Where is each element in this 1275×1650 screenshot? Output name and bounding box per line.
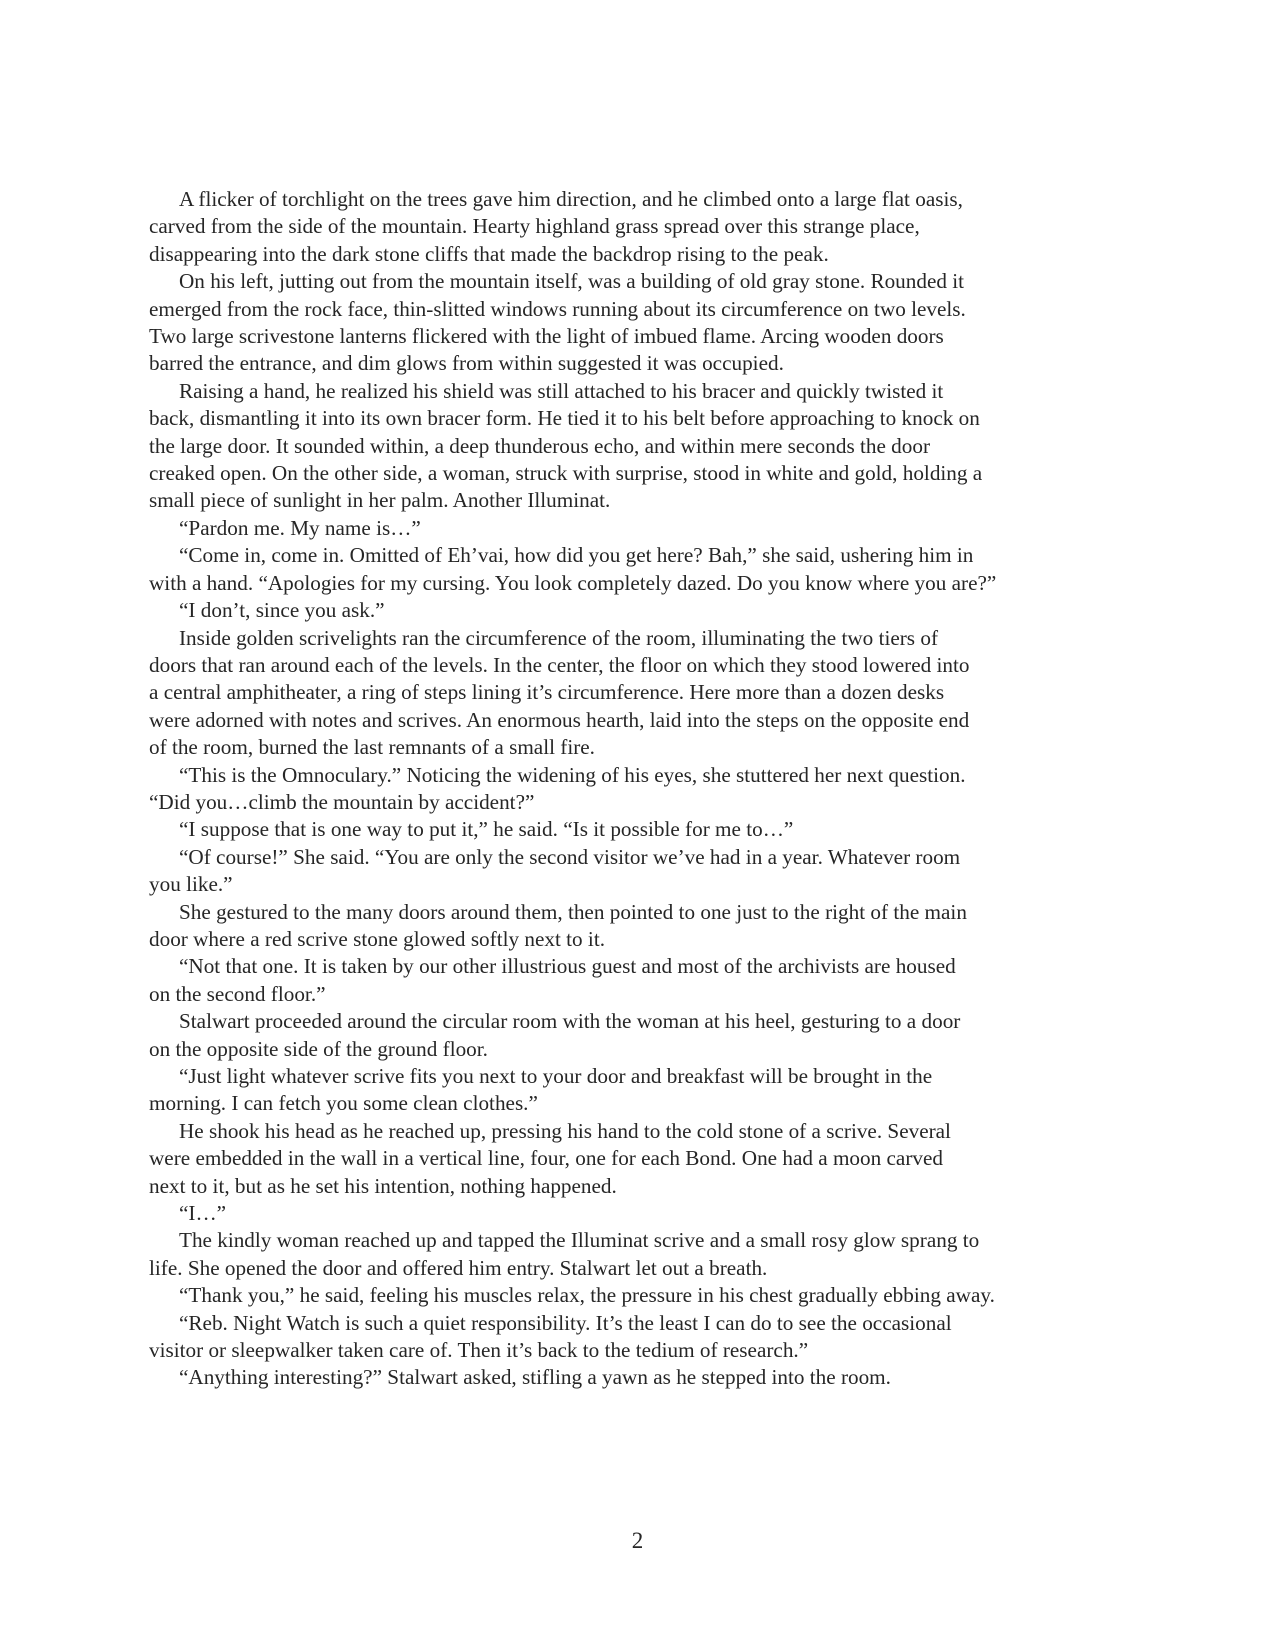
text-line: Two large scrivestone lanterns flickered with the light of imbued flame. Arcing wooden doors — [149, 324, 944, 349]
paragraph — [149, 186, 1129, 268]
page-number: 2 — [631, 1528, 644, 1553]
text-line: were embedded in the wall in a vertical line, four, one for each Bond. One had a moon carved — [149, 1146, 943, 1171]
paragraph — [149, 1364, 1129, 1391]
text-line: Stalwart proceeded around the circular room with the woman at his heel, gesturing to a door — [179, 1009, 961, 1034]
text-line: morning. I can fetch you some clean clothes.” — [149, 1091, 538, 1116]
text-line: “I don’t, since you ask.” — [179, 598, 385, 623]
text-line: “This is the Omnoculary.” Noticing the widening of his eyes, she stuttered her next question. — [179, 762, 966, 787]
text-line: you like.” — [149, 872, 233, 897]
text-line: on the second floor.” — [149, 981, 326, 1006]
paragraph — [149, 625, 1129, 762]
text-line: disappearing into the dark stone cliffs that made the backdrop rising to the peak. — [149, 241, 829, 266]
text-line: “I…” — [179, 1201, 227, 1226]
text-line: The kindly woman reached up and tapped the Illuminat scrive and a small rosy glow sprang to — [179, 1228, 980, 1253]
paragraph — [149, 597, 1129, 624]
paragraph — [149, 899, 1129, 954]
text-line: the large door. It sounded within, a deep thunderous echo, and within mere seconds the door — [149, 433, 930, 458]
paragraph — [149, 378, 1129, 515]
text-line: On his left, jutting out from the mountain itself, was a building of old gray stone. Rounded it — [179, 269, 965, 294]
text-line: barred the entrance, and dim glows from within suggested it was occupied. — [149, 351, 784, 376]
paragraph — [149, 1227, 1129, 1282]
text-line: “Come in, come in. Omitted of Eh’vai, how did you get here? Bah,” she said, ushering him in — [179, 543, 974, 568]
text-line: “Reb. Night Watch is such a quiet responsibility. It’s the least I can do to see the occasional — [179, 1310, 952, 1335]
text-line: Raising a hand, he realized his shield was still attached to his bracer and quickly twisted it — [179, 378, 944, 403]
text-line: “I suppose that is one way to put it,” he said. “Is it possible for me to…” — [179, 817, 794, 842]
text-line: “Not that one. It is taken by our other illustrious guest and most of the archivists are housed — [179, 954, 956, 979]
paragraph — [149, 762, 1129, 817]
text-line: He shook his head as he reached up, pressing his hand to the cold stone of a scrive. Several — [179, 1118, 951, 1143]
text-line: “Pardon me. My name is…” — [179, 515, 421, 540]
text-line: “Did you…climb the mountain by accident?” — [149, 789, 535, 814]
text-line: carved from the side of the mountain. Hearty highland grass spread over this strange place, — [149, 214, 920, 239]
text-line: doors that ran around each of the levels. In the center, the floor on which they stood lowered into — [149, 652, 970, 677]
paragraph — [149, 1118, 1129, 1200]
text-line: emerged from the rock face, thin-slitted windows running about its circumference on two levels. — [149, 296, 966, 321]
text-line: on the opposite side of the ground floor. — [149, 1036, 488, 1061]
text-line: with a hand. “Apologies for my cursing. You look completely dazed. Do you know where you are?” — [149, 570, 997, 595]
paragraph — [149, 268, 1129, 378]
body-text — [149, 186, 1129, 1392]
text-line: visitor or sleepwalker taken care of. Then it’s back to the tedium of research.” — [149, 1338, 809, 1363]
paragraph — [149, 1063, 1129, 1118]
paragraph — [149, 1200, 1129, 1227]
text-line: “Just light whatever scrive fits you next to your door and breakfast will be brought in the — [179, 1064, 933, 1088]
paragraph — [149, 816, 1129, 843]
text-line: “Thank you,” he said, feeling his muscles relax, the pressure in his chest gradually ebbing away. — [179, 1283, 995, 1308]
text-line: next to it, but as he set his intention, nothing happened. — [149, 1173, 617, 1198]
paragraph — [149, 844, 1129, 899]
text-line: small piece of sunlight in her palm. Another Illuminat. — [149, 488, 611, 513]
text-line: door where a red scrive stone glowed softly next to it. — [149, 926, 605, 951]
paragraph — [149, 1008, 1129, 1063]
text-line: back, dismantling it into its own bracer form. He tied it to his belt before approaching to knock on — [149, 406, 980, 431]
text-line: A flicker of torchlight on the trees gave him direction, and he climbed onto a large flat oasis, — [179, 187, 963, 211]
text-line: She gestured to the many doors around them, then pointed to one just to the right of the main — [179, 899, 967, 924]
paragraph — [149, 515, 1129, 542]
text-line: a central amphitheater, a ring of steps lining it’s circumference. Here more than a dozen desks — [149, 680, 945, 705]
paragraph — [149, 542, 1129, 597]
text-line: of the room, burned the last remnants of a small fire. — [149, 735, 595, 760]
paragraph — [149, 1310, 1129, 1365]
text-line: were adorned with notes and scrives. An enormous hearth, laid into the steps on the opposite end — [149, 707, 970, 732]
text-line: Inside golden scrivelights ran the circumference of the room, illuminating the two tiers of — [179, 625, 938, 650]
text-line: “Of course!” She said. “You are only the second visitor we’ve had in a year. Whatever room — [179, 844, 961, 869]
paragraph — [149, 953, 1129, 1008]
text-line: life. She opened the door and offered him entry. Stalwart let out a breath. — [149, 1255, 768, 1280]
paragraph — [149, 1282, 1129, 1309]
text-line: “Anything interesting?” Stalwart asked, stifling a yawn as he stepped into the room. — [179, 1365, 891, 1390]
text-line: creaked open. On the other side, a woman, struck with surprise, stood in white and gold, holding a — [149, 461, 983, 486]
